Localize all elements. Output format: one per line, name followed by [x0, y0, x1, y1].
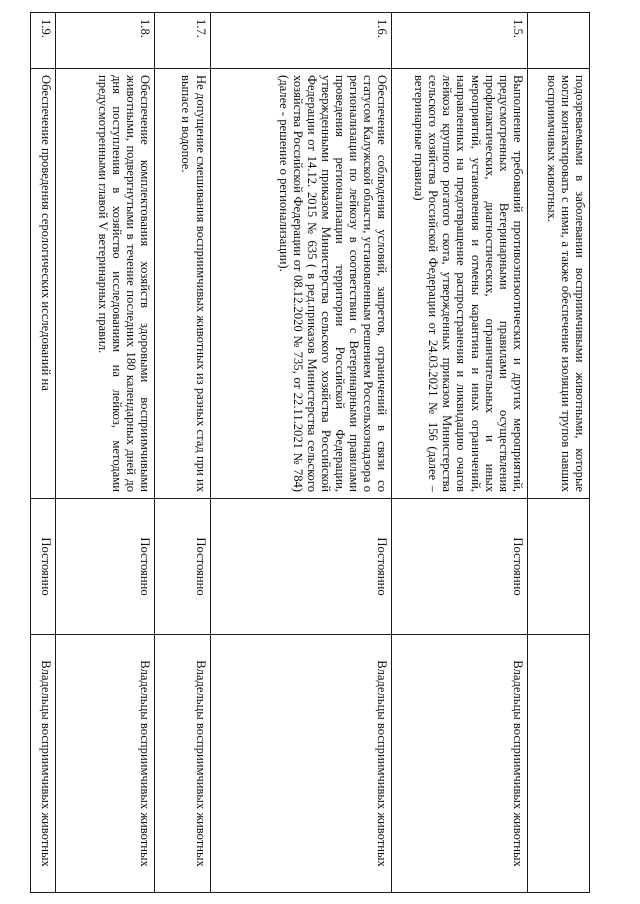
measure-term: Постоянно	[56, 499, 155, 635]
measure-responsible	[527, 635, 589, 893]
measure-description: подозреваемыми в заболевании восприимчивыми животными, которые могли контактировать с ними, а также обеспечение изоляции трупов павших восприимчивых животных.	[527, 69, 589, 499]
measure-description: Не допущение смешивания восприимчивых животных из разных стад при их выпасе и водопое.	[155, 69, 210, 499]
measure-responsible: Владельцы восприимчивых животных	[31, 635, 56, 893]
measure-responsible: Владельцы восприимчивых животных	[392, 635, 528, 893]
measure-responsible: Владельцы восприимчивых животных	[210, 635, 392, 893]
measure-description: Выполнение требований противоэпизоотических и других мероприятий, предусмотренных Ветеринарными правилами осуществления профилактических, диагностических, ограничительных и иных мероприятий, установления и отмены карантина и иных ограничений, направленных на предотвращение распространения и ликвидацию очагов лейкоза крупного рогатого скота, утвержденных приказом Министерства сельского хозяйства Российской Федерации от 24.03.2021 № 156 (далее – ветеринарные правила)	[392, 69, 528, 499]
row-number: 1.8.	[56, 13, 155, 69]
measure-term: Постоянно	[155, 499, 210, 635]
row-number	[527, 13, 589, 69]
measures-table	[30, 12, 590, 893]
row-number: 1.7.	[155, 13, 210, 69]
row-number: 1.5.	[392, 13, 528, 69]
rotated-table-wrapper	[30, 12, 590, 892]
measure-term: Постоянно	[31, 499, 56, 635]
measure-term: Постоянно	[210, 499, 392, 635]
measure-term	[527, 499, 589, 635]
table-row	[392, 13, 528, 893]
measure-term: Постоянно	[392, 499, 528, 635]
table-row	[31, 13, 56, 893]
measure-responsible: Владельцы восприимчивых животных	[155, 635, 210, 893]
measure-description: Обеспечение проведения серологических исследований на	[31, 69, 56, 499]
table-row	[527, 13, 589, 893]
measure-description: Обеспечение соблюдения условий, запретов, ограничений в связи со статусом Калужской области, установленным решением Россельхознадзора о регионализации по лейкозу в соответствии с Ветеринарными правилами проведения регионализации территории Российской Федерации, утвержденными приказом Министерства сельского хозяйства Российской Федерации от 14.12. 2015 № 635 ( в ред.приказов Министерства сельского хозяйства Российской Федерации от 08.12.2020 № 735, от 22.11.2021 № 784) (далее - решение о регионализации).	[210, 69, 392, 499]
table-row	[56, 13, 155, 893]
measure-responsible: Владельцы восприимчивых животных	[56, 635, 155, 893]
table-row	[210, 13, 392, 893]
table-row	[155, 13, 210, 893]
measure-description: Обеспечение комплектования хозяйств здоровыми восприимчивыми животными, подвергнутыми в течение последних 180 календарных дней до дня поступления в хозяйство исследованиям на лейкоз, методами предусмотренными главой V ветеринарных правил.	[56, 69, 155, 499]
row-number: 1.9.	[31, 13, 56, 69]
row-number: 1.6.	[210, 13, 392, 69]
